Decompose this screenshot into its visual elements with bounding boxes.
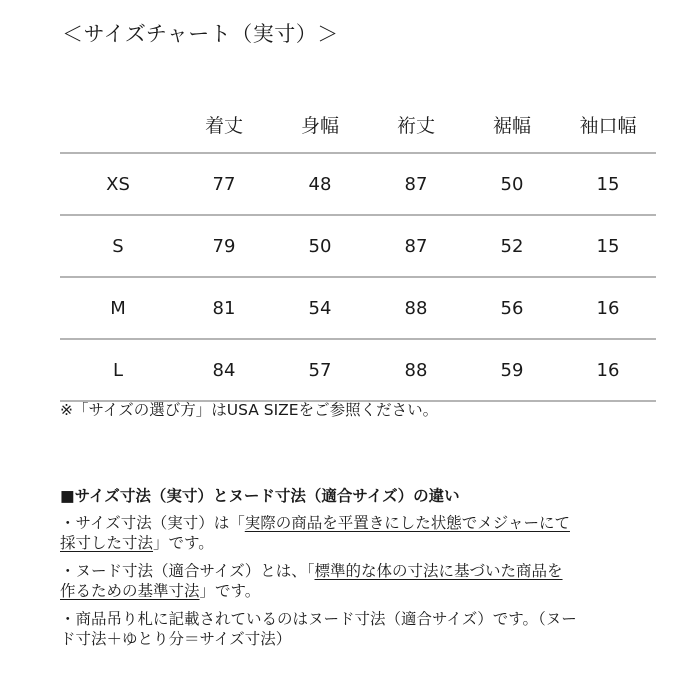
bullet-text: ・ヌード寸法（適合サイズ）とは、「 — [60, 562, 315, 580]
header-length: 着丈 — [204, 114, 243, 137]
table-header-row — [60, 96, 656, 153]
table-cell: 88 — [368, 277, 464, 339]
table-cell: 50 — [272, 215, 368, 277]
bullet-text: 」です。 — [199, 582, 261, 600]
page-title: ＜サイズチャート（実寸）＞ — [62, 22, 339, 46]
table-cell: 50 — [464, 153, 560, 215]
table-row — [60, 215, 656, 277]
header-sleeve-length: 裄丈 — [396, 114, 435, 137]
bullet-actual-size — [60, 513, 650, 553]
section-heading: ■サイズ寸法（実寸）とヌード寸法（適合サイズ）の違い — [60, 487, 460, 505]
bullet-text: ・商品吊り札に記載されているのはヌード寸法（適合サイズ）です。（ヌー — [60, 610, 577, 628]
size-label: L — [60, 339, 176, 401]
bullet-text: 」です。 — [153, 534, 214, 552]
table-cell: 16 — [560, 339, 656, 401]
header-cuff-width: 袖口幅 — [579, 114, 637, 137]
header-hem-width: 裾幅 — [492, 114, 531, 137]
bullet-text: ド寸法＋ゆとり分＝サイズ寸法） — [60, 630, 292, 648]
table-cell: 77 — [176, 153, 272, 215]
table-cell: 15 — [560, 215, 656, 277]
bullet-tag-info — [60, 609, 650, 649]
size-label: XS — [60, 153, 176, 215]
bullet-text: ・サイズ寸法（実寸）は「 — [60, 514, 245, 532]
table-cell: 87 — [368, 153, 464, 215]
bullet-underlined-text: 実際の商品を平置きにした状態でメジャーにて — [244, 514, 570, 532]
header-body-width: 身幅 — [300, 114, 339, 137]
table-cell: 79 — [176, 215, 272, 277]
table-cell: 52 — [464, 215, 560, 277]
table-row — [60, 277, 656, 339]
table-cell: 16 — [560, 277, 656, 339]
bullet-underlined-text: 作るための基準寸法 — [60, 582, 200, 600]
table-cell: 15 — [560, 153, 656, 215]
bullet-underlined-text: 標準的な体の寸法に基づいた商品を — [314, 562, 563, 580]
table-cell: 84 — [176, 339, 272, 401]
size-chart-table — [60, 96, 656, 402]
table-cell: 59 — [464, 339, 560, 401]
bullet-nude-size — [60, 561, 650, 601]
size-label: M — [60, 277, 176, 339]
table-cell: 81 — [176, 277, 272, 339]
header-size — [60, 96, 176, 153]
table-cell: 57 — [272, 339, 368, 401]
bullet-underlined-text: 採寸した寸法 — [60, 534, 154, 552]
table-cell: 88 — [368, 339, 464, 401]
size-label: S — [60, 215, 176, 277]
size-guide-note: ※「サイズの選び方」はUSA SIZEをご参照ください。 — [60, 401, 439, 419]
table-cell: 87 — [368, 215, 464, 277]
table-cell: 56 — [464, 277, 560, 339]
table-cell: 48 — [272, 153, 368, 215]
table-row — [60, 339, 656, 401]
table-row — [60, 153, 656, 215]
table-cell: 54 — [272, 277, 368, 339]
